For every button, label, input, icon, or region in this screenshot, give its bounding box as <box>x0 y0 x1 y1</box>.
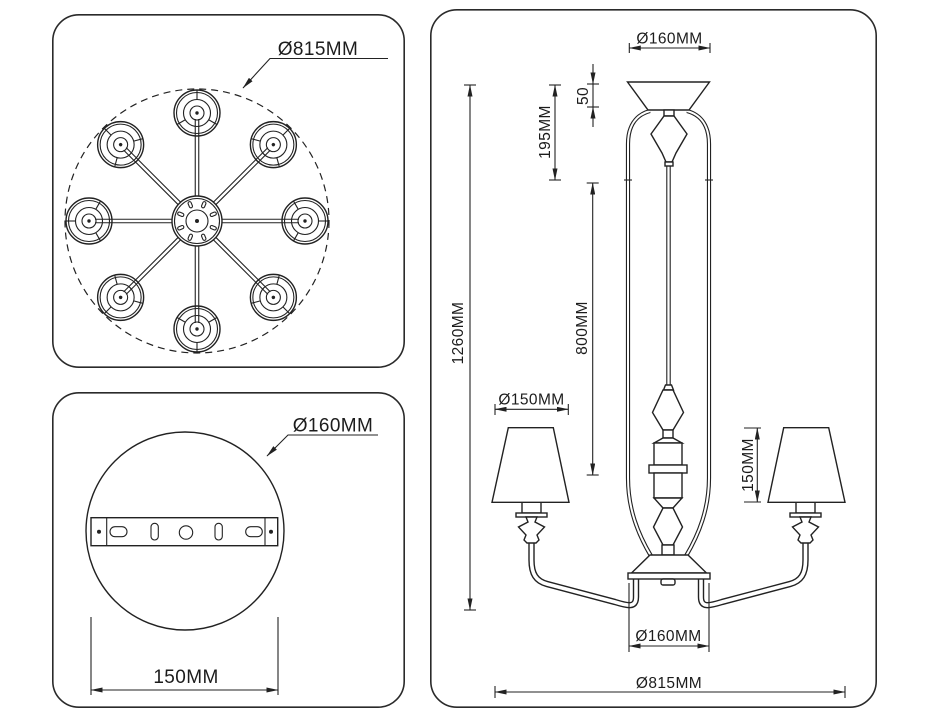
mount-view-frame <box>53 393 404 707</box>
dim-shade-height <box>740 428 761 502</box>
side-view-frame <box>431 10 876 707</box>
column-cylinder-upper <box>654 443 682 465</box>
column-ridge <box>649 465 687 473</box>
top-view-diameter-label: Ø815MM <box>277 39 359 60</box>
side-view-panel <box>430 9 877 708</box>
shade-height-label: 150MM <box>740 438 757 492</box>
bracket-hole-dot-left <box>97 530 101 534</box>
mount-view-panel <box>52 392 405 708</box>
column-cylinder-lower <box>654 473 682 498</box>
mount-width-label: 150MM <box>153 667 219 688</box>
shade-diameter-label: Ø150MM <box>498 391 565 409</box>
canopy-diameter-label: Ø160MM <box>636 30 703 48</box>
canopy-height-label: 50 <box>575 86 592 106</box>
rod-length-label: 800MM <box>574 301 591 355</box>
total-diameter-label: Ø815MM <box>635 675 703 692</box>
bracket-hole-dot-right <box>269 530 273 534</box>
mount-diameter-label: Ø160MM <box>292 415 374 437</box>
base-diameter-label: Ø160MM <box>635 628 702 645</box>
top-view-hub <box>172 196 222 246</box>
total-height-label: 1260MM <box>450 301 467 365</box>
top-view-panel <box>52 14 405 368</box>
upper-offset-label: 195MM <box>537 105 554 159</box>
